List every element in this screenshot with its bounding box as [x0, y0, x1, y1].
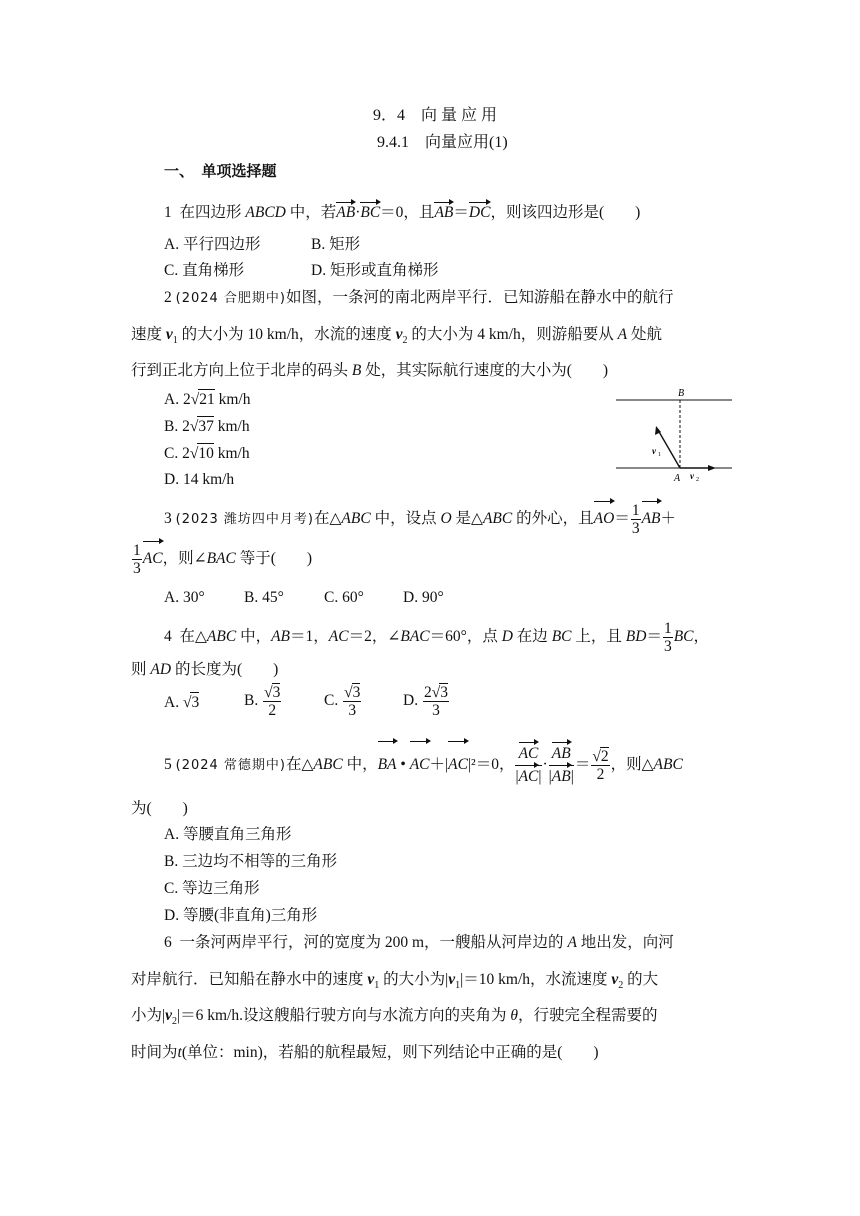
text: 在△: [179, 628, 207, 646]
text: 等于( ): [239, 550, 313, 568]
question-number: 3: [164, 510, 172, 528]
vector-ab: AB: [642, 502, 661, 536]
text: 在四边形: [179, 204, 242, 221]
fraction: [663, 620, 673, 655]
radicand: 21: [199, 391, 215, 408]
text: |＝6 km/h.设这艘船行驶方向与水流方向的夹角为: [177, 1007, 507, 1024]
point-b: B: [351, 362, 362, 379]
label-b: B: [678, 388, 685, 399]
question-2-stem-line-1: [164, 288, 674, 309]
eq: ＝: [574, 756, 591, 773]
numerator: [591, 747, 609, 766]
abs-bar: |: [548, 767, 552, 785]
vector-ac: AC: [410, 742, 430, 788]
text: ＝1，: [290, 628, 329, 646]
text: ，则△: [610, 756, 654, 773]
subsection-heading: 9.4.1 向量应用(1): [377, 134, 508, 151]
denominator: 3: [631, 520, 640, 537]
label: D.: [403, 692, 419, 709]
velocity-v2: v: [165, 1007, 172, 1024]
text: 中，设点: [374, 510, 437, 528]
question-3-stem-line-1: [164, 502, 676, 537]
label: A.: [164, 694, 180, 711]
var: AC: [328, 628, 349, 646]
denominator: 3: [432, 702, 440, 720]
question-4-option-b: [244, 683, 282, 719]
radicand: 3: [352, 684, 361, 702]
question-type-heading: 一、 单项选择题: [164, 162, 277, 180]
point-a: A: [617, 326, 628, 343]
vector-ab: AB: [336, 204, 356, 221]
radicand: 3: [440, 684, 448, 702]
text: |＝10 km/h，水流速度: [460, 971, 608, 988]
question-3-option-c: C. 60°: [324, 589, 364, 606]
fraction: [549, 743, 574, 788]
question-1-option-d: D. 矩形或直角梯形: [311, 262, 439, 279]
question-number: 2: [164, 289, 172, 306]
text: ＝2，∠: [348, 628, 401, 646]
text: 速度: [131, 326, 163, 343]
fraction: [631, 502, 641, 537]
radicand: 3: [272, 684, 281, 702]
question-4-stem-line-2: [131, 660, 278, 680]
fraction: [343, 683, 361, 719]
numerator: [343, 683, 361, 702]
question-6-stem-line-1: [164, 933, 674, 953]
var: BC: [551, 628, 572, 646]
text: 的大小为 10 km/h，水流的速度: [181, 326, 392, 343]
var: BD: [625, 628, 647, 646]
vector-v1-arrow: [658, 430, 680, 468]
fraction: [263, 683, 281, 719]
question-5-option-c: C. 等边三角形: [164, 880, 260, 897]
question-number: 4: [164, 628, 172, 646]
var: ABCD: [245, 204, 286, 221]
eq: ＝: [453, 204, 469, 221]
var: t: [177, 1044, 182, 1061]
text: 是△: [455, 510, 483, 528]
label-v2-sub: 2: [696, 477, 699, 483]
radicand: 10: [198, 445, 214, 462]
question-4-stem-line-1: [164, 620, 709, 655]
question-2-option-c: [164, 443, 250, 464]
dot: ·: [355, 204, 361, 221]
question-2-stem-line-3: [131, 361, 608, 381]
sub: 1: [172, 335, 178, 347]
denominator: 3: [663, 638, 672, 655]
numerator: 1: [133, 542, 141, 559]
radicand: 2: [600, 748, 609, 766]
sqrt: √3: [182, 694, 200, 711]
text: ，则∠: [162, 550, 207, 568]
vector-ac: AC: [519, 743, 539, 765]
sub: 1: [455, 980, 461, 992]
question-3-option-d: D. 90°: [403, 589, 444, 606]
text: 的大小为 4 km/h，则游船要从: [411, 326, 614, 343]
text: (单位：min)，若船的航程最短，则下列结论中正确的是( ): [181, 1044, 599, 1061]
radicand: 37: [198, 418, 214, 435]
vector-ac: AC: [143, 542, 163, 576]
numerator: 1: [631, 502, 640, 519]
question-1-stem: [164, 203, 640, 223]
text: 的长度为( ): [174, 661, 279, 678]
velocity-v2: v: [611, 971, 619, 988]
text: 中，若: [289, 204, 337, 221]
sqrt: √3: [344, 684, 361, 702]
plus: ＋|: [429, 756, 449, 773]
text: 行到正北方向上位于北岸的码头: [131, 362, 349, 379]
question-3-option-b: B. 45°: [244, 589, 284, 606]
eq: ＝: [614, 510, 630, 528]
label-v2: v: [690, 471, 694, 481]
sub: 2: [618, 980, 624, 992]
sqrt: √37: [189, 418, 214, 435]
sub: 2: [172, 1016, 177, 1028]
abs-bar: |: [570, 767, 574, 785]
abs-bar: |: [538, 767, 542, 785]
var: BC: [673, 628, 694, 646]
text: 在边: [516, 628, 548, 646]
question-source: (2024 常德期中): [175, 758, 286, 773]
text: 在△: [286, 756, 314, 773]
var: ABC: [206, 628, 237, 646]
radicand: 3: [191, 694, 200, 711]
denominator: [515, 766, 541, 788]
denominator: 3: [348, 702, 357, 720]
question-5-option-b: B. 三边均不相等的三角形: [164, 853, 338, 870]
label: B.: [244, 692, 259, 709]
vector-ab: AB: [434, 204, 454, 221]
question-4-option-c: [324, 683, 362, 719]
text: 处航: [631, 326, 663, 343]
sqrt: √2: [592, 748, 609, 766]
question-5-stem-line-2: 为( ): [131, 800, 188, 817]
sub: 1: [374, 980, 380, 992]
section-heading: 9．4 向 量 应 用: [373, 107, 498, 124]
var: ABC: [313, 756, 343, 773]
question-3-stem-line-2: [131, 542, 312, 577]
var: D: [501, 628, 513, 646]
text: ＝0，且: [380, 204, 435, 221]
numerator: [423, 683, 449, 702]
label-v1-sub: 1: [658, 452, 661, 458]
var: BAC: [206, 550, 236, 568]
var: O: [440, 510, 452, 528]
sub: 2: [402, 335, 408, 347]
label: C. 2: [164, 445, 190, 462]
text: 的外心，且: [516, 510, 594, 528]
vector-ab: AB: [552, 766, 571, 788]
question-2-option-a: [164, 389, 250, 410]
text: ，行驶完全程需要的: [517, 1007, 658, 1024]
river-diagram: [612, 386, 742, 486]
text: 处，其实际航行速度的大小为( ): [365, 362, 609, 379]
text: 的大小为|: [383, 971, 449, 988]
question-number: 5: [164, 756, 172, 773]
theta: θ: [510, 1007, 518, 1024]
velocity-v2: v: [395, 326, 403, 343]
v2-arrowhead: [708, 465, 716, 471]
unit: km/h: [214, 391, 251, 408]
fraction: [591, 747, 609, 783]
question-2-stem-line-2: [131, 325, 662, 351]
text: 中，: [346, 756, 378, 773]
coef: 2: [423, 684, 432, 702]
unit: km/h: [213, 445, 250, 462]
text: 小为|: [131, 1007, 166, 1024]
text: 一条河两岸平行，河的宽度为 200 m，一艘船从河岸边的: [179, 934, 564, 951]
question-4-option-a: [164, 692, 199, 713]
text: ＝: [646, 628, 662, 646]
var: ABC: [482, 510, 513, 528]
question-5-option-a: A. 等腰直角三角形: [164, 826, 292, 843]
question-6-stem-line-2: [131, 970, 658, 996]
text: ＝60°，点: [429, 628, 498, 646]
var: AD: [150, 661, 172, 678]
text: 时间为: [131, 1044, 178, 1061]
text: 上，且: [575, 628, 622, 646]
sqrt: √3: [431, 684, 448, 702]
question-1-option-b: B. 矩形: [311, 236, 361, 253]
vector-ac: AC: [448, 742, 468, 788]
vector-ba: BA: [378, 742, 397, 788]
text: ，: [693, 628, 710, 646]
label: C.: [324, 692, 339, 709]
numerator: [263, 683, 281, 702]
question-3-option-a: A. 30°: [164, 589, 205, 606]
sqrt: √10: [189, 445, 214, 462]
question-source: (2023 潍坊四中月考): [175, 512, 314, 528]
fraction: [132, 542, 142, 577]
var: BAC: [400, 628, 430, 646]
var: ABC: [341, 510, 371, 528]
unit: km/h: [213, 418, 250, 435]
point-a: A: [567, 934, 577, 951]
question-2-option-d: D. 14 km/h: [164, 471, 235, 488]
fraction: [423, 683, 449, 719]
sqrt: √21: [190, 391, 215, 408]
text: 如图，一条河的南北两岸平行．已知游船在静水中的航行: [286, 289, 674, 306]
label: A. 2: [164, 391, 191, 408]
vector-ao: AO: [594, 502, 615, 536]
text: 地出发，向河: [580, 934, 674, 951]
vector-ac: AC: [519, 766, 539, 788]
velocity-v1: v: [165, 326, 173, 343]
label: B. 2: [164, 418, 190, 435]
question-5-stem-line-1: [164, 742, 683, 789]
denominator: [549, 766, 574, 788]
velocity-v1: v: [367, 971, 375, 988]
vector-dc: DC: [468, 204, 491, 221]
dot: •: [400, 756, 406, 773]
fraction: [515, 743, 541, 788]
text: 则: [131, 661, 147, 678]
plus: ＋: [660, 510, 677, 528]
var: ABC: [653, 756, 683, 773]
text: 在△: [314, 510, 342, 528]
velocity-v1: v: [448, 971, 456, 988]
sqrt: √3: [264, 684, 281, 702]
question-6-stem-line-4: [131, 1043, 599, 1063]
var: AB: [271, 628, 291, 646]
question-4-option-d: [403, 683, 450, 719]
question-number: 6: [164, 934, 172, 951]
question-5-option-d: D. 等腰(非直角)三角形: [164, 907, 318, 924]
vector-bc: BC: [360, 204, 381, 221]
denominator: 2: [596, 766, 605, 784]
question-source: (2024 合肥期中): [175, 291, 286, 306]
abs-bar: |: [515, 767, 519, 785]
vector-ab: AB: [552, 743, 571, 765]
question-2-option-b: [164, 416, 250, 437]
text: ，则该四边形是( ): [490, 204, 641, 221]
text: 的大: [627, 971, 659, 988]
question-1-option-c: C. 直角梯形: [164, 262, 245, 279]
numerator: 1: [663, 620, 672, 637]
denominator: 2: [268, 702, 277, 720]
text: |²＝0，: [467, 756, 515, 773]
label-a: A: [674, 473, 681, 484]
denominator: 3: [133, 560, 141, 577]
question-number: 1: [164, 204, 172, 221]
text: 中，: [240, 628, 272, 646]
dot: ·: [542, 756, 548, 773]
question-6-stem-line-3: [131, 1006, 657, 1032]
label-v1: v: [652, 446, 656, 456]
text: 对岸航行．已知船在静水中的速度: [131, 971, 364, 988]
question-1-option-a: A. 平行四边形: [164, 236, 261, 253]
